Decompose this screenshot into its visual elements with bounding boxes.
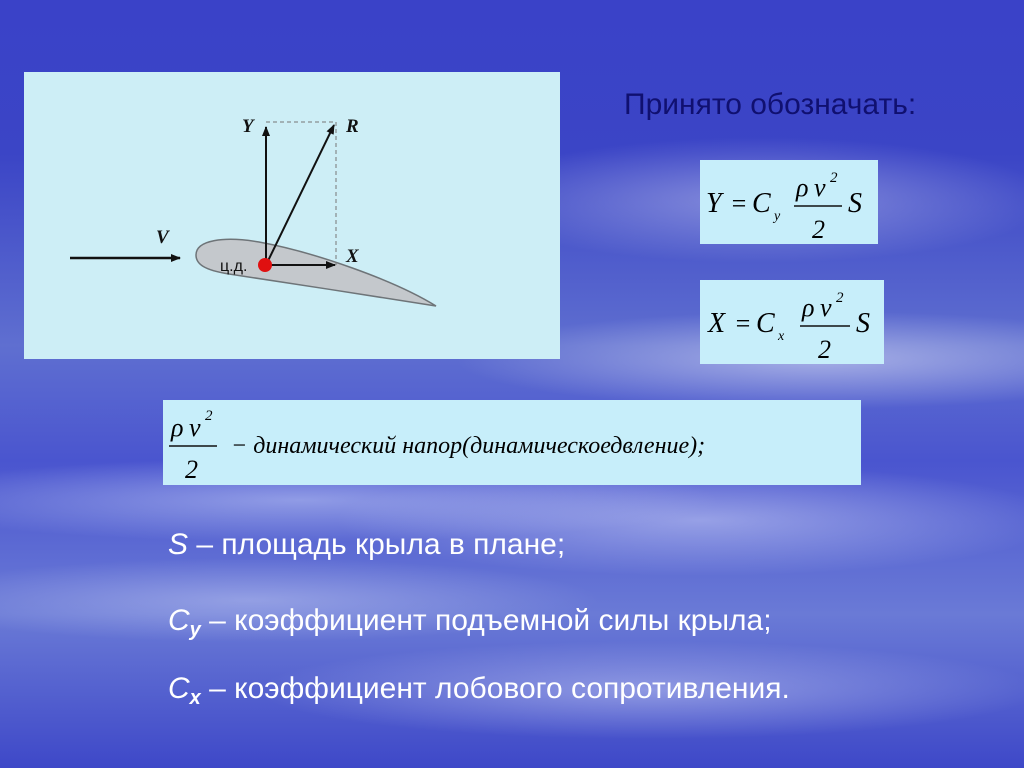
desc-lift-coefficient-text: – коэффициент подъемной силы крыла; — [200, 604, 772, 637]
dynamic-pressure-formula-svg — [163, 400, 861, 485]
lift-formula-coef: C — [752, 188, 771, 219]
lift-formula — [700, 160, 878, 244]
center-of-pressure-label: ц.д. — [220, 258, 248, 275]
desc-lift-coefficient-symbol: C — [168, 604, 190, 637]
desc-drag-coefficient-symbol: C — [168, 672, 190, 705]
lift-formula-exp: 2 — [830, 170, 838, 186]
airfoil-diagram — [24, 72, 560, 359]
desc-area-symbol: S — [168, 528, 189, 561]
drag-formula-rho: ρ — [802, 293, 815, 322]
desc-drag-coefficient — [168, 672, 790, 710]
lift-formula-v: v — [814, 173, 826, 202]
dynamic-pressure-text: − динамический напор(динамическоедвление); — [231, 433, 706, 459]
label-r: R — [346, 116, 359, 137]
drag-formula-tail: S — [856, 308, 870, 339]
dynamic-pressure-v: v — [189, 413, 201, 442]
lift-formula-tail: S — [848, 188, 862, 219]
drag-formula-coef-sub: x — [778, 329, 785, 344]
slide-heading: Принято обозначать: — [624, 88, 917, 121]
label-y: Y — [242, 116, 254, 137]
drag-formula-svg — [700, 280, 884, 364]
desc-area-text: – площадь крыла в плане; — [188, 528, 566, 561]
drag-formula-lhs: X — [708, 308, 726, 339]
drag-formula-coef: C — [756, 308, 775, 339]
desc-lift-coefficient-sub: y — [189, 619, 201, 641]
label-v: V — [156, 227, 169, 248]
desc-drag-coefficient-text: – коэффициент лобового сопротивления. — [200, 672, 790, 705]
desc-lift-coefficient — [168, 604, 772, 642]
dynamic-pressure-formula — [163, 400, 861, 485]
desc-area — [168, 528, 565, 562]
desc-drag-coefficient-sub: x — [189, 687, 201, 709]
label-x: X — [346, 246, 359, 267]
dynamic-pressure-exp: 2 — [205, 408, 213, 424]
center-of-pressure-dot — [258, 258, 272, 272]
resultant-arrow — [266, 125, 334, 265]
dynamic-pressure-rho: ρ — [171, 413, 184, 442]
airfoil-diagram-svg — [24, 72, 560, 359]
drag-formula-exp: 2 — [836, 290, 844, 306]
lift-formula-eq: = — [730, 189, 748, 218]
lift-formula-svg — [700, 160, 878, 244]
lift-formula-lhs: Y — [706, 188, 722, 219]
drag-formula-eq: = — [734, 309, 752, 338]
drag-formula-den: 2 — [818, 335, 831, 364]
dynamic-pressure-den: 2 — [185, 455, 198, 484]
lift-formula-rho: ρ — [796, 173, 809, 202]
drag-formula — [700, 280, 884, 364]
lift-formula-den: 2 — [812, 215, 825, 244]
lift-formula-coef-sub: y — [774, 209, 781, 224]
drag-formula-v: v — [820, 293, 832, 322]
